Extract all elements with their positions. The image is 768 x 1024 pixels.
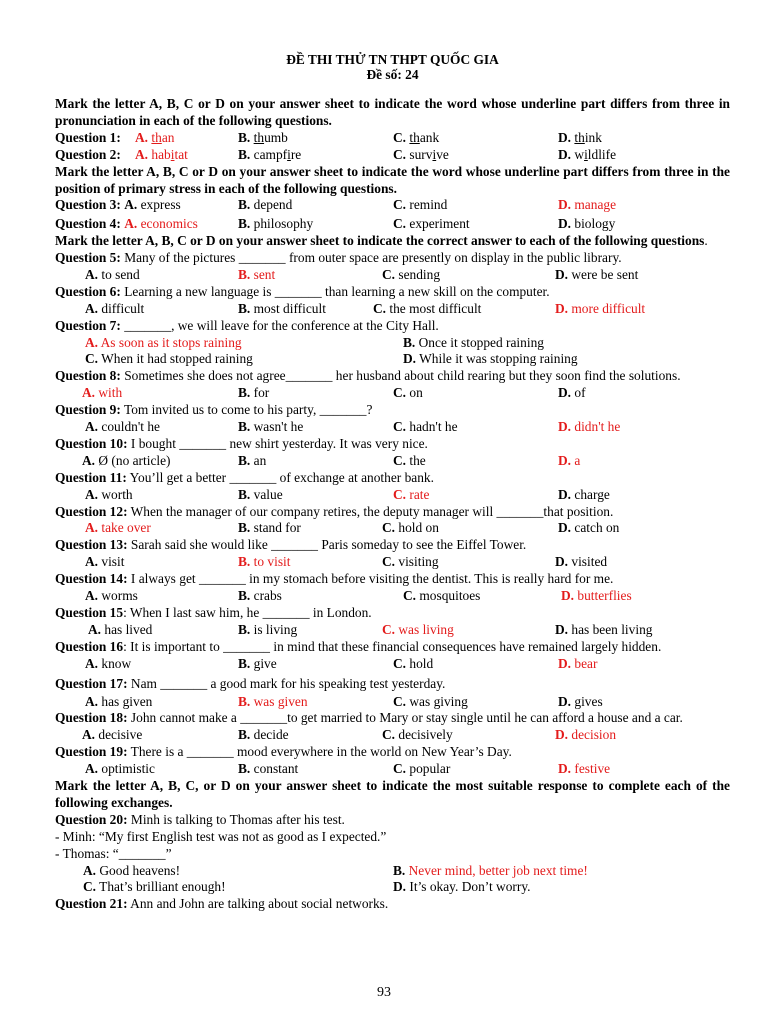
page-number: 93 (377, 985, 391, 1000)
q19-option-d[interactable]: D. festive (558, 761, 611, 777)
q1-option-c[interactable]: C. thank (393, 129, 440, 145)
q6-option-d[interactable]: D. more difficult (555, 300, 646, 316)
q7-option-b[interactable]: B. Once it stopped raining (403, 334, 544, 350)
q19-options (55, 761, 730, 778)
q1-option-b[interactable]: B. thumb (238, 129, 288, 145)
exam-title: ĐỀ THI THỬ TN THPT QUỐC GIA (286, 52, 499, 67)
q10-options (55, 453, 730, 470)
q17-option-a[interactable]: A. has given (85, 693, 153, 709)
q7-options-row2 (55, 351, 730, 368)
q10-option-d[interactable]: D. a (558, 452, 581, 468)
q20-options-row1 (55, 863, 730, 880)
q18-option-c[interactable]: C. decisively (382, 727, 453, 743)
section-instruction-exchanges: Mark the letter A, B, C, or D on your answer sheet to indicate the most suitable response to complete each of the following exchanges. (55, 778, 730, 810)
q14-option-c[interactable]: C. mosquitoes (403, 588, 481, 604)
q20-options-row2 (55, 879, 730, 896)
q9-options (55, 419, 730, 436)
q20-dialogue-thomas: - Thomas: “_______” (55, 845, 172, 861)
q8-option-c[interactable]: C. on (393, 385, 423, 401)
question-3: Question 3: A. express B. depend C. remind D. manage (55, 197, 617, 213)
q13-option-d[interactable]: D. visited (555, 554, 608, 570)
q6-option-b[interactable]: B. most difficult (238, 300, 326, 316)
q4-option-d[interactable]: D. biology (558, 216, 616, 232)
exam-page (55, 52, 730, 913)
q8-option-a[interactable]: A. with (82, 385, 123, 401)
question-10: Question 10: I bought _______ new shirt yesterday. It was very nice. (55, 435, 428, 451)
question-13: Question 13: Sarah said she would like _______ Paris someday to see the Eiffel Tower. (55, 537, 527, 553)
q10-option-b[interactable]: B. an (238, 452, 267, 468)
q20-option-d[interactable]: D. It’s okay. Don’t worry. (393, 879, 531, 895)
q8-option-b[interactable]: B. for (238, 385, 270, 401)
q14-option-b[interactable]: B. crabs (238, 588, 282, 604)
q17-option-d[interactable]: D. gives (558, 693, 603, 709)
q20-option-c[interactable]: C. That’s brilliant enough! (83, 879, 226, 895)
q9-option-b[interactable]: B. wasn't he (238, 419, 304, 435)
q18-options (55, 727, 730, 744)
q1-option-d[interactable]: D. think (558, 129, 602, 145)
q11-options (55, 487, 730, 504)
question-6: Question 6: Learning a new language is _______ than learning a new skill on the computer. (55, 283, 550, 299)
q2-option-a[interactable]: A. habitat (135, 146, 188, 162)
q17-option-b[interactable]: B. was given (238, 693, 308, 709)
q10-option-a[interactable]: A. Ø (no article) (82, 452, 171, 468)
q1-option-a[interactable]: A. than (135, 129, 175, 145)
q6-option-c[interactable]: C. the most difficult (373, 300, 482, 316)
q5-option-a[interactable]: A. to send (85, 267, 140, 282)
q16-option-c[interactable]: C. hold (393, 655, 434, 671)
q5-option-d[interactable]: D. were be sent (555, 267, 639, 282)
q7-options-row1 (55, 335, 730, 352)
q13-options (55, 554, 730, 571)
question-21: Question 21: Ann and John are talking about social networks. (55, 896, 389, 912)
q3-option-a[interactable]: express (140, 197, 181, 213)
q4-option-b[interactable]: B. philosophy (238, 216, 314, 232)
question-2: Question 2: A. habitat B. campfire C. survive D. wildlife (55, 146, 617, 162)
q16-option-a[interactable]: A. know (85, 655, 132, 671)
q14-options (55, 588, 730, 605)
q15-option-b[interactable]: B. is living (238, 621, 298, 637)
question-8: Question 8: Sometimes she does not agree_______ her husband about child rearing but they soon find the solutions. (55, 368, 681, 384)
exam-number: Đề số: 24 (366, 67, 419, 82)
section-instruction-stress: Mark the letter A, B, C or D on your answer sheet to indicate the word whose underline part differs from three in the position of primary stress in each of the following questions. (55, 163, 730, 196)
q14-option-a[interactable]: A. worms (85, 588, 138, 604)
q7-option-a[interactable]: A. As soon as it stops raining (85, 334, 242, 350)
q17-option-c[interactable]: C. was giving (393, 693, 468, 709)
q16-option-d[interactable]: D. bear (558, 655, 598, 671)
question-18: Question 18: John cannot make a _______to get married to Mary or stay single until he can afford a house and a car. (55, 710, 683, 726)
q8-option-d[interactable]: D. of (558, 385, 586, 401)
q20-option-b[interactable]: B. Never mind, better job next time! (393, 862, 588, 878)
question-4: Question 4: A. economics B. philosophy C. experiment D. biology (55, 216, 616, 232)
q2-option-c[interactable]: C. survive (393, 146, 449, 162)
q16-option-b[interactable]: B. give (238, 655, 277, 671)
question-7: Question 7: _______, we will leave for the conference at the City Hall. (55, 317, 439, 333)
question-11: Question 11: You’ll get a better _______ of exchange at another bank. (55, 469, 434, 485)
q19-option-c[interactable]: C. popular (393, 761, 451, 777)
question-19: Question 19: There is a _______ mood everywhere in the world on New Year’s Day. (55, 744, 512, 760)
q9-option-c[interactable]: C. hadn't he (393, 419, 458, 435)
q6-option-a[interactable]: A. difficult (85, 300, 145, 316)
q15-option-d[interactable]: D. has been living (555, 621, 653, 637)
q3-option-c[interactable]: C. remind (393, 197, 448, 213)
section-instruction-pronunciation: Mark the letter A, B, C or D on your answer sheet to indicate the word whose underline part differs from three in pronunciation in each of the following questions. (55, 96, 730, 128)
q5-option-c[interactable]: C. sending (382, 267, 441, 282)
q12-option-c[interactable]: C. hold on (382, 520, 439, 536)
q3-option-d[interactable]: D. manage (558, 197, 617, 213)
q20-option-a[interactable]: A. Good heavens! (83, 862, 181, 878)
q10-option-c[interactable]: C. the (393, 452, 426, 468)
q12-option-a[interactable]: A. take over (85, 520, 151, 536)
q4-option-a[interactable]: A. economics (124, 216, 198, 232)
question-20: Question 20: Minh is talking to Thomas after his test. (55, 811, 345, 827)
q19-option-b[interactable]: B. constant (238, 761, 299, 777)
q12-options (55, 520, 730, 537)
q7-option-c[interactable]: C. When it had stopped raining (85, 351, 253, 367)
q17-options (55, 694, 730, 711)
q6-options (55, 301, 730, 318)
q13-option-c[interactable]: C. visiting (382, 554, 439, 570)
q12-option-b[interactable]: B. stand for (238, 520, 301, 536)
q14-option-d[interactable]: D. butterflies (561, 588, 632, 604)
q15-options (55, 622, 730, 639)
q18-option-b[interactable]: B. decide (238, 727, 289, 743)
q2-option-b[interactable]: B. campfire (238, 146, 302, 162)
q4-option-c[interactable]: C. experiment (393, 216, 470, 232)
question-17: Question 17: Nam _______ a good mark for his speaking test yesterday. (55, 675, 446, 691)
q13-option-b[interactable]: B. to visit (238, 554, 291, 570)
q20-dialogue-minh: - Minh: “My first English test was not as good as I expected.” (55, 828, 387, 844)
question-5: Question 5: Many of the pictures _______ from outer space are presently on display in the public library. (55, 250, 622, 266)
q7-option-d[interactable]: D. While it was stopping raining (403, 351, 578, 367)
q11-option-b[interactable]: B. value (238, 486, 283, 502)
q11-option-d[interactable]: D. charge (558, 486, 610, 502)
q2-option-d[interactable]: D. wildlife (558, 146, 617, 162)
q15-option-a[interactable]: A. has lived (88, 621, 153, 637)
q16-options (55, 656, 730, 673)
q11-option-c[interactable]: C. rate (393, 486, 430, 502)
q11-option-a[interactable]: A. worth (85, 486, 133, 502)
q13-option-a[interactable]: A. visit (85, 554, 125, 570)
q15-option-c[interactable]: C. was living (382, 621, 454, 637)
q9-option-d[interactable]: D. didn't he (558, 419, 621, 435)
q19-option-a[interactable]: A. optimistic (85, 761, 155, 777)
question-15: Question 15: When I last saw him, he _______ in London. (55, 604, 372, 620)
question-9: Question 9: Tom invited us to come to his party, _______? (55, 402, 373, 418)
q3-option-b[interactable]: B. depend (238, 197, 293, 213)
q18-option-d[interactable]: D. decision (555, 727, 617, 743)
q12-option-d[interactable]: D. catch on (558, 520, 620, 536)
q9-option-a[interactable]: A. couldn't he (85, 419, 160, 435)
section-instruction-grammar: Mark the letter A, B, C or D on your answer sheet to indicate the correct answer to each of the following questions. (55, 233, 708, 249)
question-14: Question 14: I always get _______ in my stomach before visiting the dentist. This is really hard for me. (55, 571, 614, 587)
q18-option-a[interactable]: A. decisive (82, 727, 143, 743)
q5-option-b[interactable]: B. sent (238, 267, 276, 282)
question-16: Question 16: It is important to _______ in mind that these financial consequences have remained largely hidden. (55, 638, 662, 654)
question-12: Question 12: When the manager of our company retires, the deputy manager will _______that position. (55, 503, 614, 519)
q5-options (55, 267, 730, 284)
q8-options (55, 385, 730, 402)
question-1: Question 1: A. than B. thumb C. thank D. think (55, 129, 602, 145)
